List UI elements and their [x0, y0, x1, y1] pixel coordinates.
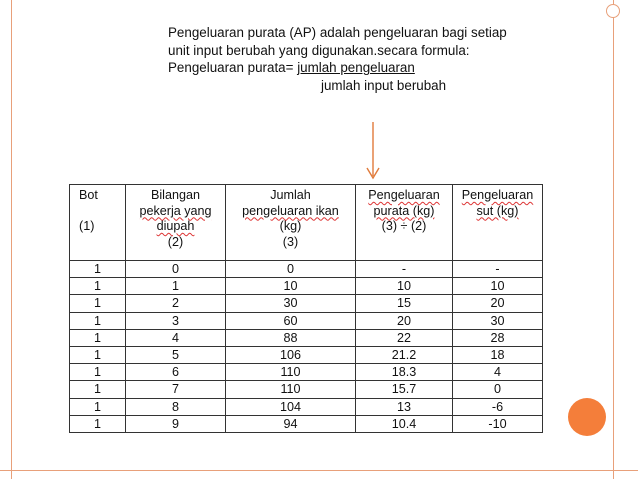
cell-purata: - — [356, 261, 453, 278]
cell-purata: 10.4 — [356, 415, 453, 432]
intro-line-2: unit input berubah yang digunakan.secara formula: — [168, 42, 470, 58]
bottom-frame-line — [0, 470, 638, 471]
cell-pekerja: 4 — [126, 329, 226, 346]
top-decor-circle — [606, 4, 620, 18]
cell-sut: -6 — [453, 398, 543, 415]
cell-sut: -10 — [453, 415, 543, 432]
cell-bot: 1 — [70, 398, 126, 415]
cell-sut: 28 — [453, 329, 543, 346]
formula-denominator: jumlah input berubah — [321, 77, 447, 93]
header-pengeluaran-sut: Pengeluaran sut (kg) — [453, 185, 543, 261]
table-row — [70, 346, 543, 363]
cell-sut: 4 — [453, 364, 543, 381]
header-jumlah-pengeluaran: Jumlah pengeluaran ikan (kg) (3) — [226, 185, 356, 261]
cell-purata: 21.2 — [356, 346, 453, 363]
cell-pekerja: 9 — [126, 415, 226, 432]
cell-bot: 1 — [70, 261, 126, 278]
cell-purata: 22 — [356, 329, 453, 346]
header-bilangan-pekerja: Bilangan pekerja yang diupah (2) — [126, 185, 226, 261]
cell-sut: 0 — [453, 381, 543, 398]
intro-text — [168, 24, 588, 94]
cell-bot: 1 — [70, 415, 126, 432]
cell-pekerja: 1 — [126, 278, 226, 295]
intro-line-1: Pengeluaran purata (AP) adalah pengeluaran bagi setiap — [168, 25, 507, 40]
cell-jumlah: 88 — [226, 329, 356, 346]
cell-jumlah: 60 — [226, 312, 356, 329]
cell-sut: 10 — [453, 278, 543, 295]
orange-decor-circle — [568, 398, 606, 436]
cell-jumlah: 94 — [226, 415, 356, 432]
formula-prefix: Pengeluaran purata= — [168, 60, 298, 75]
cell-pekerja: 0 — [126, 261, 226, 278]
cell-pekerja: 3 — [126, 312, 226, 329]
right-frame-line — [613, 0, 614, 479]
cell-bot: 1 — [70, 295, 126, 312]
down-arrow-icon — [360, 120, 390, 182]
cell-sut: 20 — [453, 295, 543, 312]
cell-purata: 18.3 — [356, 364, 453, 381]
cell-jumlah: 110 — [226, 381, 356, 398]
cell-pekerja: 8 — [126, 398, 226, 415]
table-row — [70, 364, 543, 381]
cell-sut: - — [453, 261, 543, 278]
cell-jumlah: 106 — [226, 346, 356, 363]
table-header-row — [70, 185, 543, 261]
cell-jumlah: 104 — [226, 398, 356, 415]
cell-pekerja: 7 — [126, 381, 226, 398]
table-row — [70, 329, 543, 346]
table-row — [70, 312, 543, 329]
cell-jumlah: 30 — [226, 295, 356, 312]
cell-bot: 1 — [70, 329, 126, 346]
cell-purata: 10 — [356, 278, 453, 295]
cell-pekerja: 5 — [126, 346, 226, 363]
table-row — [70, 261, 543, 278]
formula-line — [168, 59, 588, 77]
table-row — [70, 398, 543, 415]
formula-numerator: jumlah pengeluaran — [297, 60, 415, 75]
data-table — [69, 184, 543, 433]
cell-pekerja: 6 — [126, 364, 226, 381]
cell-bot: 1 — [70, 381, 126, 398]
table-row — [70, 295, 543, 312]
table-row — [70, 415, 543, 432]
cell-jumlah: 0 — [226, 261, 356, 278]
cell-sut: 30 — [453, 312, 543, 329]
cell-purata: 20 — [356, 312, 453, 329]
cell-purata: 15 — [356, 295, 453, 312]
table-row — [70, 381, 543, 398]
cell-purata: 13 — [356, 398, 453, 415]
cell-jumlah: 110 — [226, 364, 356, 381]
cell-bot: 1 — [70, 346, 126, 363]
cell-sut: 18 — [453, 346, 543, 363]
cell-jumlah: 10 — [226, 278, 356, 295]
header-pengeluaran-purata: Pengeluaran purata (kg) (3) ÷ (2) — [356, 185, 453, 261]
table-row — [70, 278, 543, 295]
header-bot: Bot (1) — [70, 185, 126, 261]
left-frame-line — [11, 0, 12, 479]
cell-bot: 1 — [70, 364, 126, 381]
cell-purata: 15.7 — [356, 381, 453, 398]
cell-bot: 1 — [70, 278, 126, 295]
cell-pekerja: 2 — [126, 295, 226, 312]
data-table-container — [69, 184, 543, 433]
cell-bot: 1 — [70, 312, 126, 329]
